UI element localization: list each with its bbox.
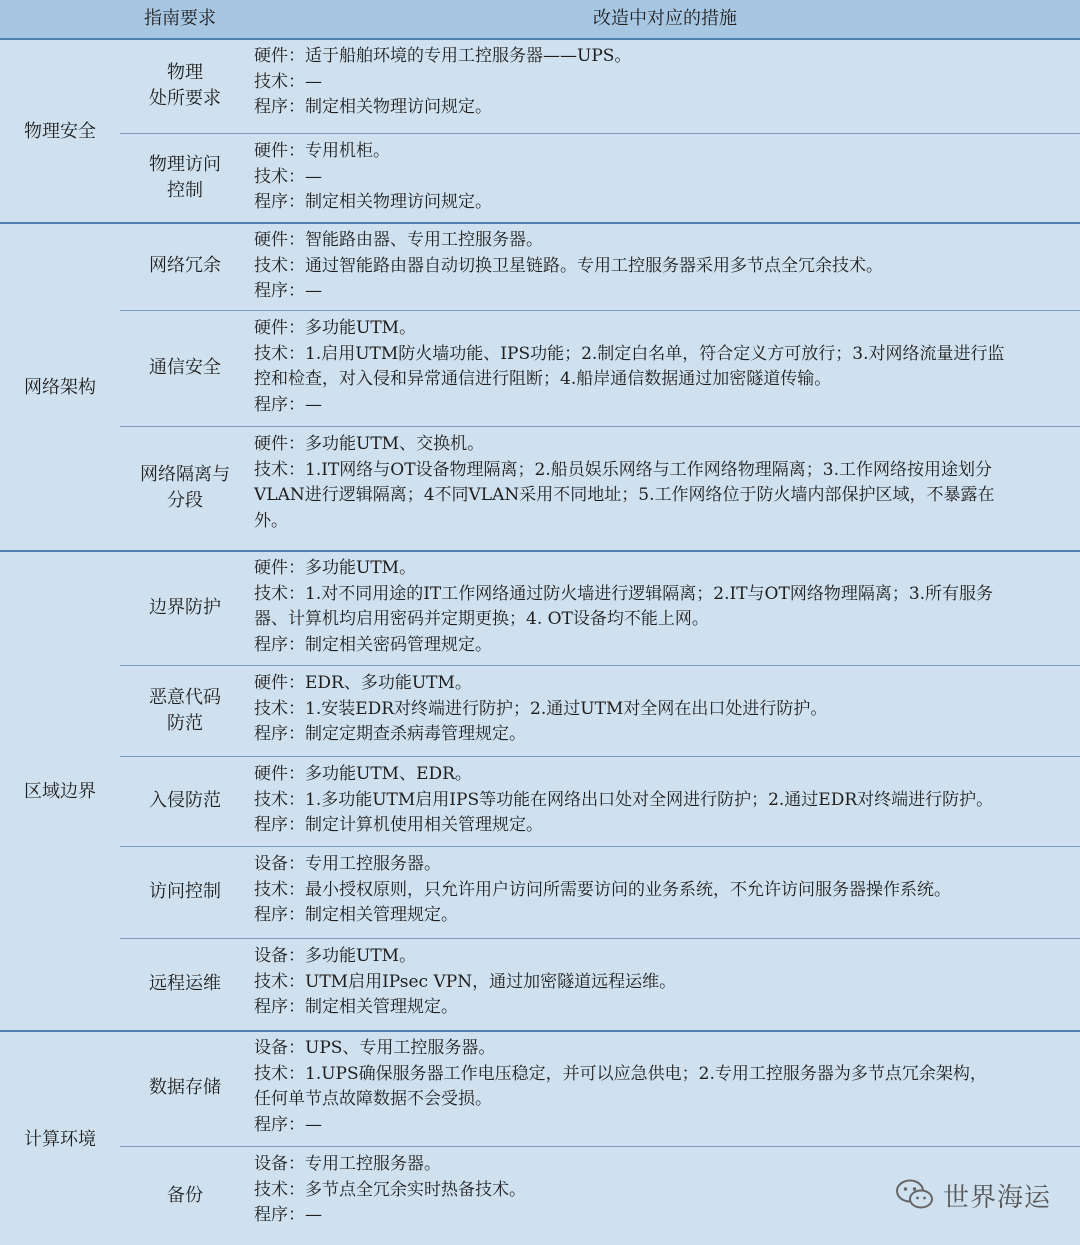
measure-line: 技术：1.启用UTM防火墙功能、IPS功能；2.制定白名单，符合定义方可放行；3.对网络流量进行监 [254, 343, 1005, 364]
requirement-cell [120, 1146, 250, 1245]
requirement-cell [120, 665, 250, 756]
table-header [0, 0, 1080, 40]
row-divider [120, 665, 1080, 666]
requirement-line: 处所要求 [149, 87, 221, 109]
requirement-cell [120, 222, 250, 310]
measure-line: 程序：— [254, 394, 322, 415]
requirement-cell [120, 550, 250, 665]
row-divider [120, 426, 1080, 427]
requirement-cell [120, 426, 250, 550]
header-guideline-requirement: 指南要求 [144, 8, 216, 29]
watermark [895, 1172, 1051, 1218]
measure-line: 技术：1.IT网络与OT设备物理隔离；2.船员娱乐网络与工作网络物理隔离；3.工作网络按用途划分 [254, 459, 992, 480]
measure-line: 技术：1.安装EDR对终端进行防护；2.通过UTM对全网在出口处进行防护。 [254, 698, 828, 719]
measure-line: 设备：UPS、专用工控服务器。 [254, 1038, 496, 1058]
measure-line: 设备：专用工控服务器。 [254, 1154, 441, 1174]
requirement-line: 边界防护 [149, 596, 221, 618]
wechat-icon [895, 1178, 935, 1212]
row-divider [120, 1146, 1080, 1147]
measure-cell [254, 432, 1070, 534]
measure-line: 硬件：专用机柜。 [254, 141, 390, 161]
category-cell: 区域边界 [24, 781, 96, 802]
header-measures: 改造中对应的措施 [593, 8, 737, 29]
measure-cell [254, 762, 1070, 839]
measure-line: 硬件：多功能UTM、EDR。 [254, 764, 472, 784]
measure-line: 程序：制定定期查杀病毒管理规定。 [254, 724, 526, 744]
requirement-line: 备份 [167, 1184, 203, 1206]
measure-line: 程序：— [254, 1114, 322, 1135]
requirement-line: 物理 [167, 61, 203, 83]
measure-line: VLAN进行逻辑隔离；4不同VLAN采用不同地址；5.工作网络位于防火墙内部保护区域，不暴露在 [254, 485, 995, 505]
measure-line: 设备：多功能UTM。 [254, 946, 417, 966]
measure-line: 硬件：智能路由器、专用工控服务器。 [254, 230, 543, 250]
measure-cell [254, 671, 1070, 748]
measure-line: 器、计算机均启用密码并定期更换；4. OT设备均不能上网。 [254, 609, 709, 629]
measure-line: 外。 [254, 510, 288, 531]
category-cell: 网络架构 [24, 377, 96, 398]
measure-cell [254, 139, 1070, 216]
measure-line: 控和检查，对入侵和异常通信进行阻断；4.船岸通信数据通过加密隧道传输。 [254, 369, 832, 389]
measure-cell [254, 556, 1070, 658]
requirement-cell [120, 1030, 250, 1146]
requirement-cell [120, 38, 250, 133]
measure-line: 硬件：EDR、多功能UTM。 [254, 673, 472, 693]
measure-line: 技术：最小授权原则，只允许用户访问所需要访问的业务系统，不允许访问服务器操作系统。 [254, 879, 951, 900]
measure-line: 技术：1.对不同用途的IT工作网络通过防火墙进行逻辑隔离；2.IT与OT网络物理隔离；3.所有服务 [254, 583, 994, 604]
watermark-text: 世界海运 [943, 1182, 1052, 1213]
measure-line: 技术：— [254, 71, 322, 92]
measure-line: 硬件：多功能UTM。 [254, 318, 417, 338]
row-divider [120, 756, 1080, 757]
measure-cell [254, 316, 1070, 418]
measure-line: 程序：— [254, 281, 322, 301]
row-divider [120, 133, 1080, 134]
requirement-line: 控制 [167, 179, 203, 201]
measure-line: 程序：制定相关物理访问规定。 [254, 192, 492, 212]
measure-line: 硬件：多功能UTM、交换机。 [254, 434, 485, 454]
requirement-line: 入侵防范 [149, 790, 221, 811]
measure-line: 技术：1.UPS确保服务器工作电压稳定，并可以应急供电；2.专用工控服务器为多节点冗余架构， [254, 1063, 987, 1084]
category-cell: 计算环境 [24, 1128, 96, 1150]
row-divider [120, 938, 1080, 939]
row-divider [120, 310, 1080, 311]
measure-line: 硬件：多功能UTM。 [254, 558, 417, 578]
requirement-cell [120, 756, 250, 846]
measure-line: 技术：通过智能路由器自动切换卫星链路。专用工控服务器采用多节点全冗余技术。 [254, 255, 883, 276]
measure-cell [254, 1036, 1070, 1138]
requirement-cell [120, 133, 250, 222]
measure-cell [254, 44, 1070, 121]
measure-cell [254, 228, 1070, 305]
requirement-line: 通信安全 [149, 357, 221, 378]
measure-line: 程序：制定计算机使用相关管理规定。 [254, 815, 543, 835]
requirement-line: 分段 [167, 490, 203, 511]
requirement-line: 访问控制 [149, 881, 221, 902]
requirement-line: 网络冗余 [149, 255, 221, 276]
measure-line: 技术：1.多功能UTM启用IPS等功能在网络出口处对全网进行防护；2.通过EDR对终端进行防护。 [254, 789, 994, 810]
measure-line: 硬件：适于船舶环境的专用工控服务器——UPS。 [254, 46, 632, 66]
measure-line: 设备：专用工控服务器。 [254, 854, 441, 874]
requirement-line: 远程运维 [149, 973, 221, 994]
requirement-line: 数据存储 [149, 1077, 221, 1098]
requirement-line: 网络隔离与 [140, 464, 230, 485]
requirement-cell [120, 846, 250, 938]
requirement-line: 恶意代码 [149, 686, 221, 708]
measure-line: 任何单节点故障数据不会受损。 [254, 1089, 492, 1109]
measure-line: 技术：UTM启用IPsec VPN，通过加密隧道远程运维。 [254, 971, 677, 992]
measure-line: 技术：— [254, 166, 322, 187]
row-divider [120, 846, 1080, 847]
measure-line: 技术：多节点全冗余实时热备技术。 [254, 1179, 526, 1200]
requirement-cell [120, 938, 250, 1030]
measure-line: 程序：制定相关管理规定。 [254, 905, 458, 925]
requirement-line: 物理访问 [149, 153, 221, 175]
requirement-cell [120, 310, 250, 426]
requirement-line: 防范 [167, 712, 203, 734]
measure-line: 程序：制定相关密码管理规定。 [254, 634, 492, 655]
measure-line: 程序：制定相关物理访问规定。 [254, 97, 492, 117]
category-cell: 物理安全 [24, 121, 96, 142]
measure-cell [254, 944, 1070, 1021]
measure-cell [254, 852, 1070, 929]
measure-line: 程序：制定相关管理规定。 [254, 997, 458, 1017]
measure-line: 程序：— [254, 1205, 322, 1225]
